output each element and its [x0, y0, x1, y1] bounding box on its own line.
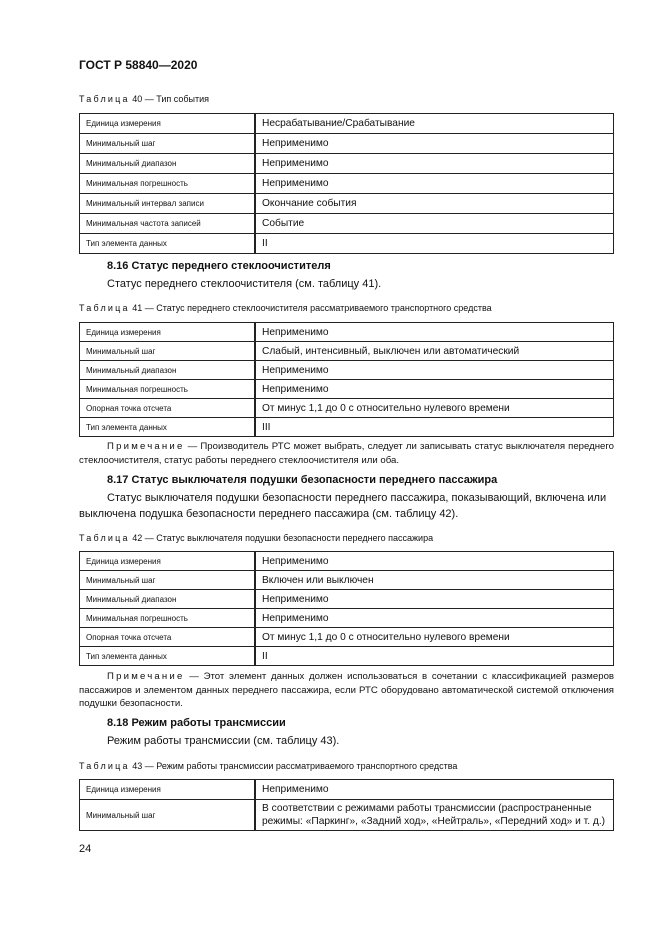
table-row: Минимальный шаг В соответствии с режимами работы трансмиссии (распространенные режимы: «Паркинг», «Задний ход», «Нейтраль», «Передний ход» и т. д.) [80, 800, 614, 831]
table-40 [79, 113, 614, 254]
table-row: Тип элемента данных II [80, 234, 614, 254]
table-row: Опорная точка отсчета От минус 1,1 до 0 с относительно нулевого времени [80, 628, 614, 647]
table-43-caption: Таблица 43 — Режим работы трансмиссии рассматриваемого транспортного средства [79, 761, 458, 771]
table-42 [79, 551, 614, 666]
table-row: Единица измерения Неприменимо [80, 323, 614, 342]
table-row: Единица измерения Неприменимо [80, 780, 614, 800]
table-row: Тип элемента данных II [80, 647, 614, 666]
table-row: Минимальный диапазон Неприменимо [80, 154, 614, 174]
table-43 [79, 779, 614, 831]
table-42-caption: Таблица 42 — Статус выключателя подушки безопасности переднего пассажира [79, 533, 434, 543]
table-row: Минимальный шаг Неприменимо [80, 134, 614, 154]
page-number: 24 [79, 843, 92, 855]
table-41-caption: Таблица 41 — Статус переднего стеклоочистителя рассматриваемого транспортного средства [79, 303, 492, 313]
table-row: Минимальная погрешность Неприменимо [80, 380, 614, 399]
table-41-note: Примечание — Производитель РТС может выбрать, следует ли записывать статус выключателя переднего стеклоочистителя, статус работы переднего стеклоочистителя или оба. [79, 441, 614, 466]
section-8-16-title: 8.16 Статус переднего стеклоочистителя [107, 260, 331, 272]
table-row: Единица измерения Несрабатывание/Срабатывание [80, 114, 614, 134]
table-42-note: Примечание — Этот элемент данных должен использоваться в сочетании с классификацией размеров пассажиров и элементом данных переднего пассажира, если РТС оборудовано автоматической системой отключения подушки безопасности. [79, 671, 615, 709]
table-row: Минимальная погрешность Неприменимо [80, 609, 614, 628]
section-8-17-text: Статус выключателя подушки безопасности переднего пассажира, показывающий, включена или выключена подушка безопасности переднего пассажира (см. таблицу 42). [79, 492, 607, 520]
table-41 [79, 322, 614, 437]
table-row: Единица измерения Неприменимо [80, 552, 614, 571]
table-row: Минимальный шаг Включен или выключен [80, 571, 614, 590]
document-header: ГОСТ Р 58840—2020 [79, 58, 198, 72]
section-8-17-title: 8.17 Статус выключателя подушки безопасности переднего пассажира [107, 474, 498, 486]
section-8-16-text: Статус переднего стеклоочистителя (см. таблицу 41). [107, 278, 382, 290]
table-row: Опорная точка отсчета От минус 1,1 до 0 с относительно нулевого времени [80, 399, 614, 418]
table-row: Минимальная погрешность Неприменимо [80, 174, 614, 194]
section-8-18-title: 8.18 Режим работы трансмиссии [107, 717, 286, 729]
table-row: Минимальный диапазон Неприменимо [80, 361, 614, 380]
section-8-18-text: Режим работы трансмиссии (см. таблицу 43). [107, 735, 340, 747]
table-row: Минимальный диапазон Неприменимо [80, 590, 614, 609]
table-40-caption: Таблица 40 — Тип события [79, 94, 209, 104]
table-row: Минимальная частота записей Событие [80, 214, 614, 234]
table-row: Минимальный интервал записи Окончание события [80, 194, 614, 214]
table-row: Тип элемента данных III [80, 418, 614, 437]
table-row: Минимальный шаг Слабый, интенсивный, выключен или автоматический [80, 342, 614, 361]
